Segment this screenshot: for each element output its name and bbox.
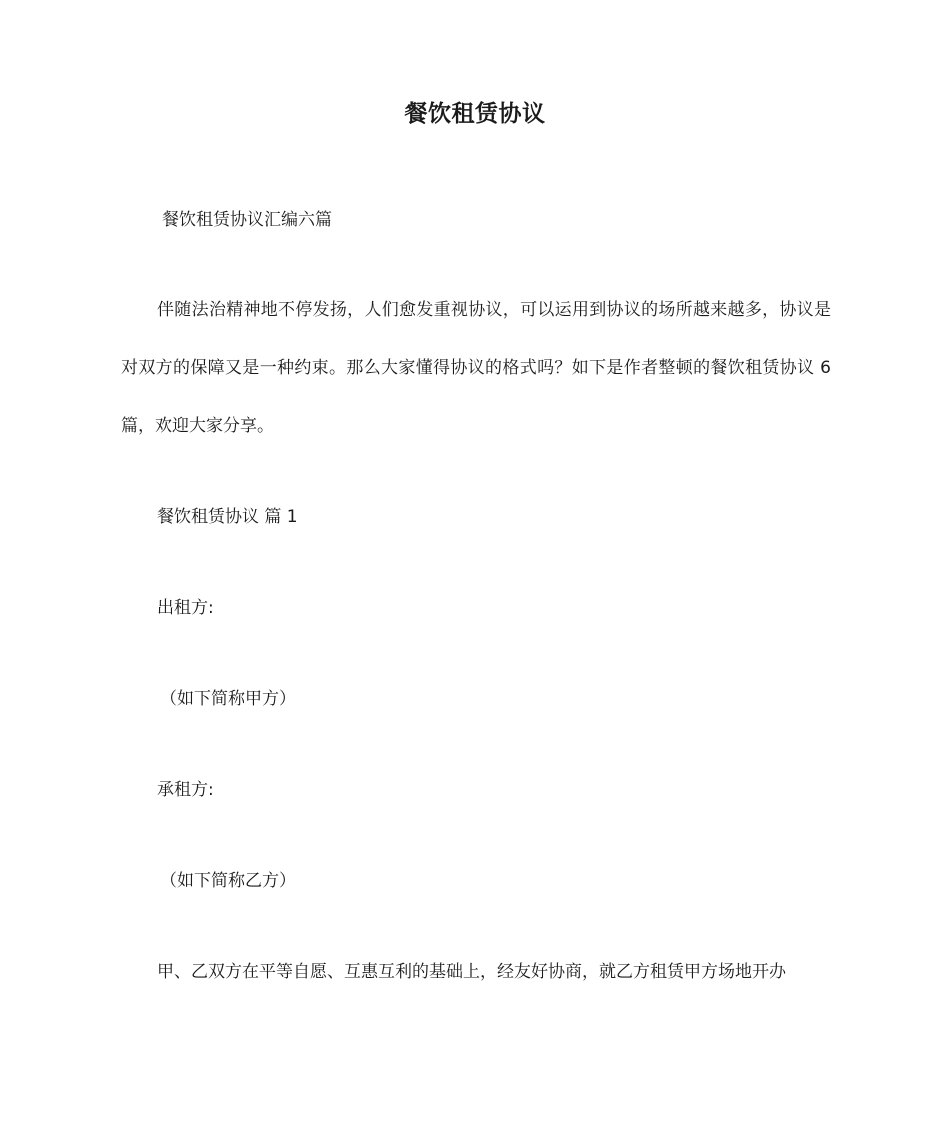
document-subtitle: 餐饮租赁协议汇编六篇 [162, 210, 332, 230]
lessor-label: 出租方: [157, 598, 214, 618]
section-heading: 餐饮租赁协议 篇 1 [157, 507, 298, 527]
body-paragraph: 甲、乙双方在平等自愿、互惠互利的基础上，经友好协商，就乙方租赁甲方场地开办 [157, 962, 786, 982]
lessee-note: （如下简称乙方） [160, 871, 296, 891]
lessee-label: 承租方: [157, 780, 214, 800]
document-title: 餐饮租赁协议 [404, 101, 546, 127]
intro-paragraph: 伴随法治精神地不停发扬，人们愈发重视协议，可以运用到协议的场所越来越多，协议是对双方的保障又是一种约束。那么大家懂得协议的格式吗？如下是作者整顿的餐饮租赁协议 6 篇，欢迎大家分享。 [121, 300, 831, 436]
lessor-note: （如下简称甲方） [160, 689, 296, 709]
